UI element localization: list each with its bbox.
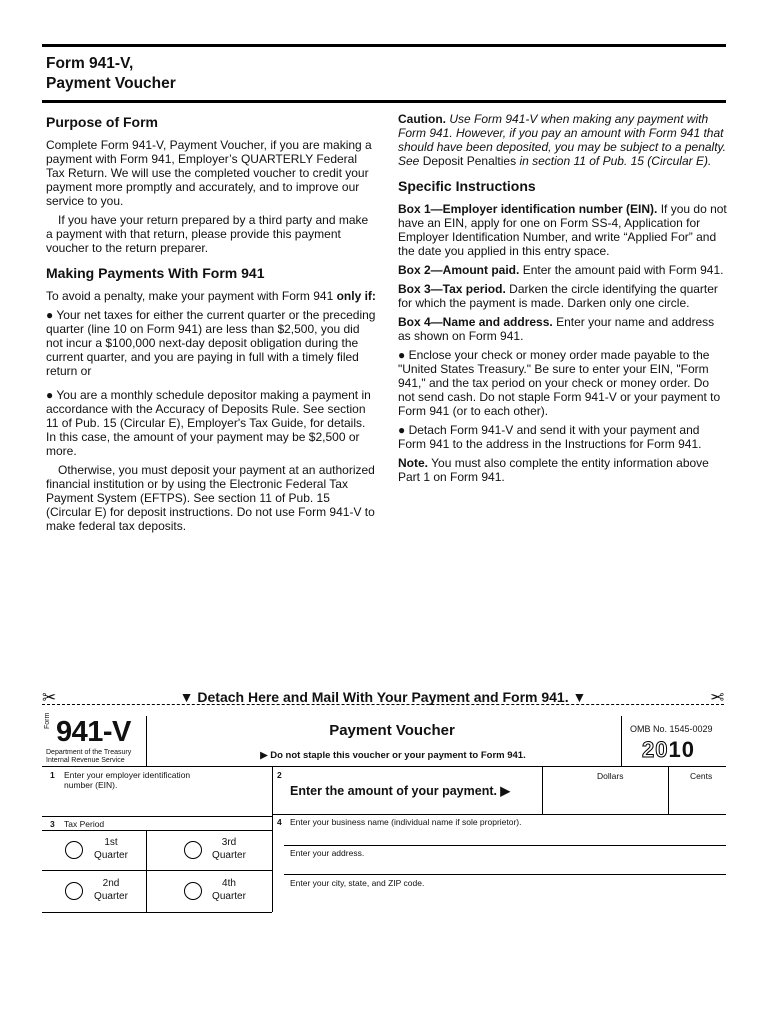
voucher-rule	[621, 716, 622, 766]
specific-instructions-heading: Specific Instructions	[398, 178, 536, 194]
box4-label: Box 4—Name and address.	[398, 315, 553, 329]
bullet-detach-text: Detach Form 941-V and send it with your payment and Form 941 to the address in the Instructions for Form 941.	[398, 423, 702, 451]
note-label: Note.	[398, 456, 428, 470]
quarter-4-radio[interactable]	[184, 882, 202, 900]
bullet-enclose-text: Enclose your check or money order made payable to the "United States Treasury." Be sure to enter your EIN, "Form 941," and the tax period on your check or money order. Do not send cash. Do not staple Form 941-V or your payment to Form 941 (or to each other).	[398, 348, 721, 418]
voucher-title: Payment Voucher	[329, 722, 455, 739]
box3-number: 3	[50, 819, 55, 829]
quarter-2-label: 2nd Quarter	[94, 878, 128, 902]
voucher-rule	[42, 830, 272, 831]
voucher-rule	[42, 870, 272, 871]
voucher-rule	[42, 912, 272, 913]
city-state-zip-input[interactable]	[286, 889, 724, 909]
making-payments-heading: Making Payments With Form 941	[46, 265, 265, 281]
purpose-heading: Purpose of Form	[46, 114, 159, 130]
cents-input[interactable]	[670, 784, 724, 812]
department-line-2: Internal Revenue Service	[46, 757, 125, 764]
otherwise-paragraph: Otherwise, you must deposit your payment at an authorized financial institution or by using the Electronic Federal Tax Payment System (EFTPS). See section 11 of Pub. 15 (Circular E) for deposit instructions. Do not use Form 941-V to make federal tax deposits.	[46, 463, 375, 533]
note-text: You must also complete the entity information above Part 1 on Form 941.	[398, 456, 709, 484]
note-paragraph	[398, 456, 728, 484]
scissors-icon: ✂	[42, 688, 57, 707]
business-name-label: Enter your business name (individual name if sole proprietor).	[290, 817, 522, 827]
bullet-text-2: You are a monthly schedule depositor making a payment in accordance with the Accuracy of Deposits Rule. See section 11 of Pub. 15 (Circular E), Employer's Tax Guide, for details. In this case, the amount of your payment may be $2,500 or more.	[46, 388, 371, 458]
making-intro	[46, 289, 376, 303]
form-label: Form	[44, 712, 51, 729]
box2-label: Box 2—Amount paid.	[398, 263, 520, 277]
caution-text-1: Use Form 941-V when making any payment with Form 941. However, if you pay an amount with Form 941 that should have been deposited, you may be subject to a penalty. See	[398, 112, 727, 168]
voucher-rule	[668, 766, 669, 814]
box3-label: Box 3—Tax period.	[398, 282, 506, 296]
dollars-label: Dollars	[597, 771, 624, 781]
box2-text: Enter the amount paid with Form 941.	[522, 263, 724, 277]
box4-instruction	[398, 315, 728, 343]
tax-year-suffix: 10	[668, 737, 695, 762]
purpose-paragraph-1: Complete Form 941-V, Payment Voucher, if you are making a payment with Form 941, Employer’s QUARTERLY Federal Tax Return. We will use the completed voucher to credit your payment more promptly and accurately, and to improve our service to you.	[46, 138, 372, 208]
left-column	[46, 112, 376, 538]
quarter-4-label: 4th Quarter	[212, 878, 246, 902]
quarter-3-label: 3rd Quarter	[212, 837, 246, 861]
business-name-input[interactable]	[286, 828, 724, 844]
box1-text: If you do not have an EIN, apply for one on Form SS-4, Application for Employer Identification Number, and write “Applied For” and the date you applied in this entry space.	[398, 202, 727, 258]
caution-ref: Deposit Penalties	[422, 154, 517, 168]
purpose-paragraph-2: If you have your return prepared by a third party and make a payment with that return, please provide this payment voucher to the return preparer.	[46, 213, 369, 255]
voucher-rule	[284, 845, 726, 846]
scissors-icon: ✂	[709, 688, 724, 707]
box4-text: Enter your name and address as shown on Form 941.	[398, 315, 715, 343]
box4-number: 4	[277, 817, 282, 827]
department-line-1: Department of the Treasury	[46, 749, 132, 756]
quarter-2-radio[interactable]	[65, 882, 83, 900]
ein-input[interactable]	[44, 792, 270, 814]
cents-label: Cents	[690, 771, 713, 781]
address-label: Enter your address.	[290, 848, 365, 858]
bullet-icon: ●	[398, 423, 406, 437]
dollars-input[interactable]	[544, 784, 666, 812]
bullet-enclose	[398, 348, 728, 418]
right-column	[398, 112, 728, 489]
voucher-rule	[42, 816, 272, 817]
quarter-3-radio[interactable]	[184, 841, 202, 859]
form-number: 941-V	[56, 716, 131, 748]
address-input[interactable]	[286, 858, 724, 873]
bullet-text-1: Your net taxes for either the current quarter or the preceding quarter (line 10 on Form 941) are less than $2,500, you did not incur a $100,000 next-day deposit obligation during the current quarter, and you are paying in full with a timely filed return or	[46, 308, 376, 378]
voucher-rule	[42, 766, 726, 767]
voucher-rule	[146, 830, 147, 912]
bullet-detach	[398, 423, 728, 451]
tax-year-prefix: 20	[642, 737, 669, 762]
box3-instruction	[398, 282, 728, 310]
voucher-rule	[542, 766, 543, 814]
voucher-rule	[272, 766, 273, 912]
bullet-icon: ●	[46, 308, 54, 322]
detach-instruction: ▼ Detach Here and Mail With Your Payment and Form 941. ▼	[179, 689, 587, 705]
voucher-rule	[284, 874, 726, 875]
box1-instruction	[398, 202, 728, 258]
bullet-item-1	[46, 308, 376, 378]
voucher-subtitle: ▶ Do not staple this voucher or your payment to Form 941.	[260, 750, 526, 761]
box2-number: 2	[277, 770, 282, 780]
title-line-1: Form 941-V,	[46, 55, 134, 72]
box3-text: Darken the circle identifying the quarter for which the payment is made. Darken only one circle.	[398, 282, 718, 310]
making-intro-text: To avoid a penalty, make your payment with Form 941	[46, 289, 334, 303]
title-rule	[42, 100, 726, 103]
box1-label: Box 1—Employer identification number (EIN).	[398, 202, 658, 216]
quarter-1-radio[interactable]	[65, 841, 83, 859]
tax-period-label: Tax Period	[64, 819, 105, 829]
caution-paragraph	[398, 112, 728, 168]
city-state-zip-label: Enter your city, state, and ZIP code.	[290, 878, 425, 888]
department-info	[46, 749, 156, 765]
caution-label: Caution.	[398, 112, 446, 126]
bullet-item-2	[46, 388, 376, 458]
detach-line	[36, 688, 730, 708]
box2-instruction	[398, 263, 728, 277]
title-line-2: Payment Voucher	[46, 75, 176, 92]
omb-number: OMB No. 1545-0029	[630, 724, 713, 734]
top-rule	[42, 44, 726, 47]
tax-year	[642, 737, 695, 763]
making-intro-bold: only if:	[336, 289, 376, 303]
caution-text-2: in section 11 of Pub. 15 (Circular E).	[519, 154, 712, 168]
amount-label: Enter the amount of your payment. ▶	[290, 784, 511, 798]
box1-label: Enter your employer identification number (EIN).	[64, 770, 191, 790]
bullet-icon: ●	[46, 388, 54, 402]
bullet-icon: ●	[398, 348, 406, 362]
page-title	[46, 54, 176, 94]
voucher-rule	[272, 814, 726, 815]
box1-number: 1	[50, 770, 55, 780]
quarter-1-label: 1st Quarter	[94, 837, 128, 861]
